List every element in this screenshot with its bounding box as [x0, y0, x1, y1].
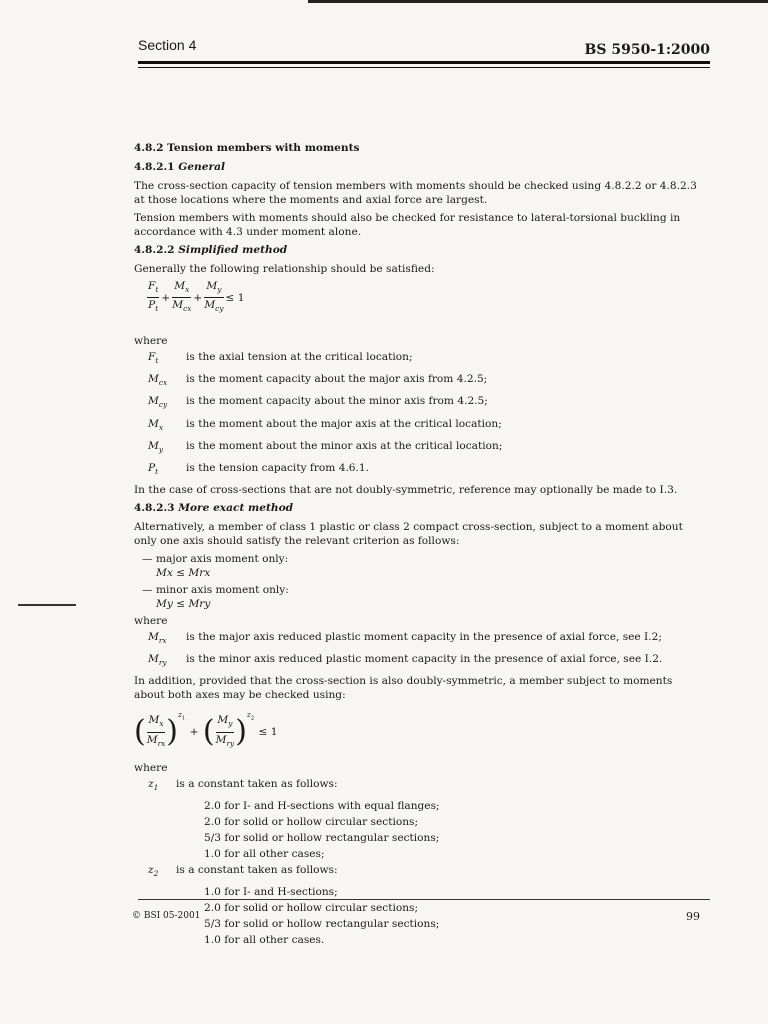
definition-row: $M_y$ is the moment about the minor axis at the critical location;: [148, 439, 503, 454]
minor-axis-label: — minor axis moment only:: [142, 583, 289, 596]
heading-4-8-2-3: [134, 501, 704, 515]
margin-mark: [18, 604, 76, 606]
paragraph: In the case of cross-sections that are not doubly-symmetric, reference may optionally be made to I.3.: [134, 483, 678, 496]
paragraph: In addition, provided that the cross-section is also doubly-symmetric, a member subject to moments about both axes may be checked using:: [134, 675, 673, 702]
paragraph: Alternatively, a member of class 1 plastic or class 2 compact cross-section, subject to a moment about only one axis should satisfy the relevant criterion as follows:: [134, 520, 683, 547]
case-item: 2.0 for I- and H-sections with equal flanges;: [204, 799, 440, 812]
case-item: 2.0 for solid or hollow circular sections;: [204, 815, 419, 828]
definition-row: $M_{cx}$ is the moment capacity about the major axis from 4.2.5;: [148, 373, 488, 388]
major-axis-equation: Mx ≤ Mrx: [156, 566, 211, 579]
header-rule-thin: [138, 67, 710, 68]
definition-row: $M_{ry}$ is the minor axis reduced plastic moment capacity in the presence of axial force, see I.2.: [148, 652, 663, 668]
section-label: Section 4: [138, 37, 197, 53]
case-item: 2.0 for solid or hollow circular sections;: [204, 901, 419, 914]
definition-row: $M_{cy}$ is the moment capacity about the minor axis from 4.2.5;: [148, 395, 488, 410]
minor-axis-equation: My ≤ Mry: [156, 597, 211, 610]
z2-definition: [148, 863, 704, 881]
symbol-definitions: [148, 350, 704, 479]
clause-title: Simplified method: [178, 244, 288, 256]
where-label: where: [134, 335, 168, 348]
paragraph: Tension members with moments should also be checked for resistance to lateral-torsional buckling in accordance with 4.3 under moment alone.: [134, 212, 681, 238]
definition-row: $P_t$ is the tension capacity from 4.6.1.: [148, 461, 370, 476]
case-item: 1.0 for all other cases;: [204, 847, 325, 860]
heading-4-8-2: 4.8.2 Tension members with moments: [134, 142, 360, 154]
major-axis-label: — major axis moment only:: [142, 552, 289, 565]
definition-row: $M_x$ is the moment about the major axis at the critical location;: [148, 417, 502, 432]
biaxial-interaction-equation: ( $\frac{M_x}{M_{rx}}$ )$^{z_1}$ + ( $\frac{M_y}{M_{ry}}$ )$^{z_2}$ ≤ 1: [134, 710, 278, 750]
symbol-definitions: [148, 630, 704, 670]
paragraph: The cross-section capacity of tension members with moments should be checked using 4.8.2.2 or 4.8.2.3 at those locations where the moments and axial force are largest.: [134, 180, 697, 206]
copyright: © BSI 05-2001: [132, 911, 201, 921]
z1-cases: [204, 799, 704, 861]
where-label: where: [134, 761, 168, 774]
standard-number: BS 5950-1:2000: [584, 42, 710, 58]
simplified-interaction-equation: $\frac{F_t}{P_t}$ + $\frac{M_x}{M_{cx}}$ + $\frac{M_y}{M_{cy}}$ ≤ 1: [148, 280, 245, 314]
case-item: 5/3 for solid or hollow rectangular sections;: [204, 917, 440, 930]
heading-4-8-2-1: [134, 160, 704, 174]
definition-row: $z_2$ is a constant taken as follows:: [148, 863, 338, 878]
z1-definition: [148, 777, 704, 795]
clause-number: 4.8.2.3: [134, 501, 175, 514]
page-number: 99: [686, 910, 700, 923]
clause-number: 4.8.2.2: [134, 244, 175, 256]
where-label: where: [134, 614, 168, 627]
definition-row: $F_t$ is the axial tension at the critical location;: [148, 351, 413, 366]
definition-row: $M_{rx}$ is the major axis reduced plastic moment capacity in the presence of axial force, see I.2;: [148, 630, 662, 645]
z2-cases: [204, 885, 704, 947]
definition-row: $z_1$ is a constant taken as follows:: [148, 777, 338, 792]
heading-4-8-2-2: [134, 243, 704, 257]
case-item: 5/3 for solid or hollow rectangular sections;: [204, 831, 440, 844]
footer-rule: [138, 899, 710, 900]
header-rule-thick: [138, 61, 710, 64]
clause-title: General: [178, 161, 225, 173]
clause-number: 4.8.2.1: [134, 161, 175, 173]
clause-title: More exact method: [178, 501, 294, 514]
page-body: [134, 141, 704, 949]
case-item: 1.0 for I- and H-sections;: [204, 885, 338, 898]
case-item: 1.0 for all other cases.: [204, 933, 325, 946]
paragraph: Generally the following relationship should be satisfied:: [134, 263, 435, 275]
top-edge-rule: [308, 0, 768, 3]
